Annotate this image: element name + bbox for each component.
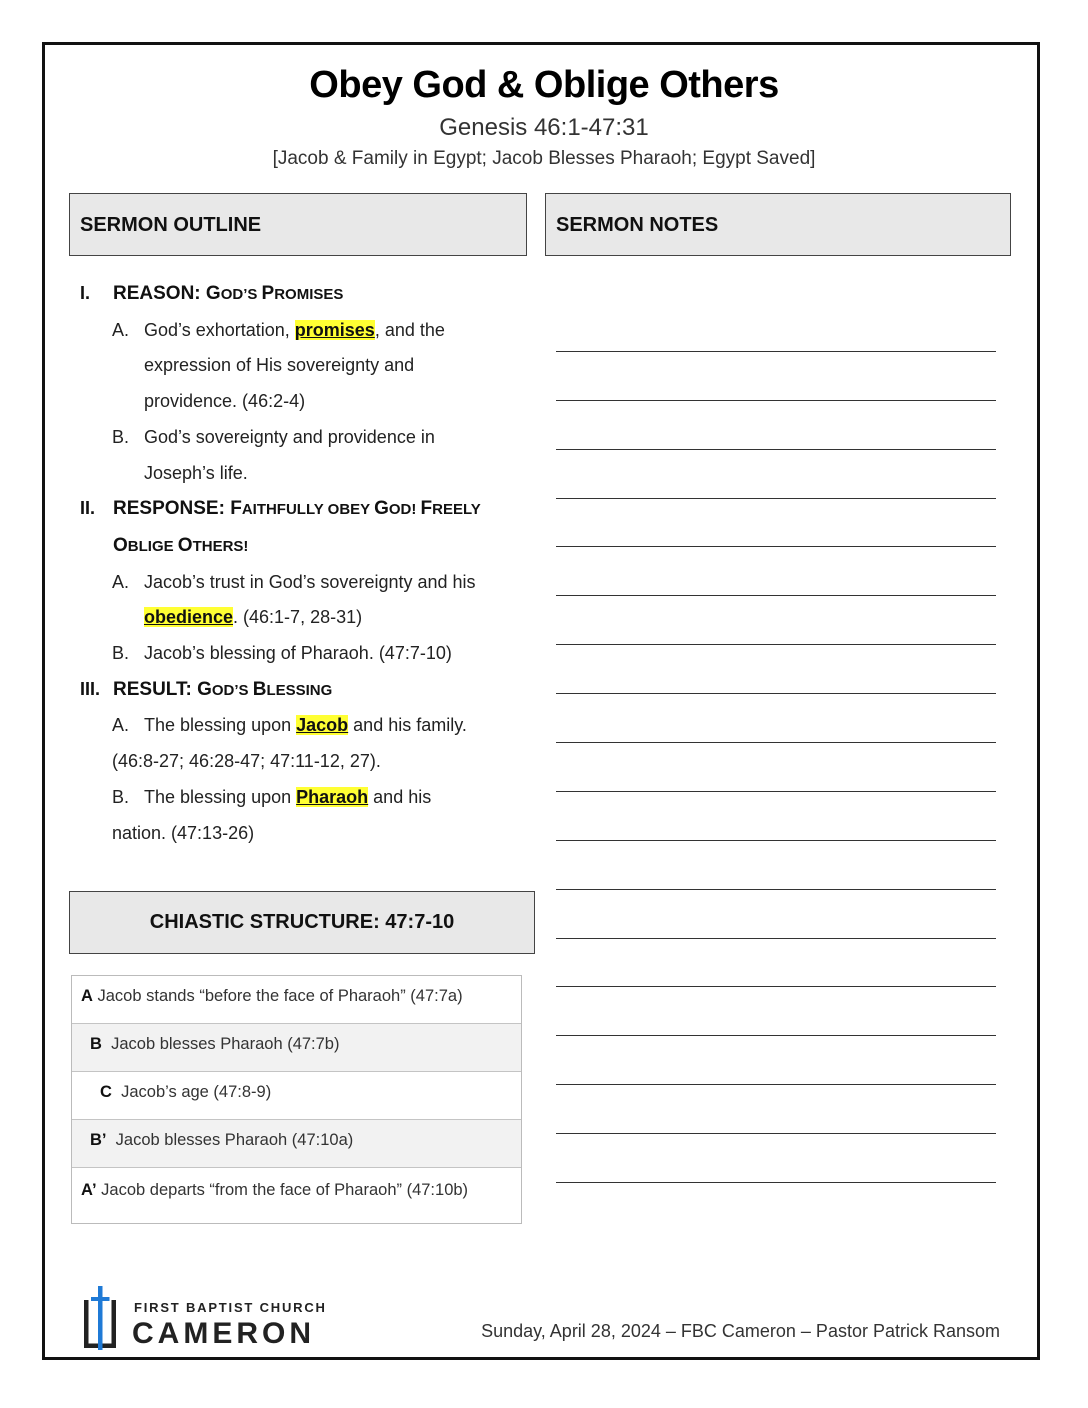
notes-line[interactable] <box>556 694 996 743</box>
notes-line[interactable] <box>556 792 996 841</box>
outline-item-2b: B. Jacob’s blessing of Pharaoh. (47:7-10) <box>112 643 452 664</box>
notes-line[interactable] <box>556 450 996 499</box>
notes-line[interactable] <box>556 939 996 988</box>
chiastic-structure-heading <box>69 891 535 954</box>
chiasm-tag: B <box>90 1035 102 1053</box>
notes-line[interactable] <box>556 890 996 939</box>
cross-icon <box>82 1286 122 1350</box>
footer-date-pastor: Sunday, April 28, 2024 – FBC Cameron – Pastor Patrick Ransom <box>481 1321 1000 1341</box>
outline-item-2a: A. Jacob’s trust in God’s sovereignty and his obedience. (46:1-7, 28-31) <box>112 571 476 628</box>
highlighted-word: Jacob <box>296 715 349 736</box>
outline-item-3a: A. The blessing upon Jacob and his family. (46:8-27; 46:28-47; 47:11-12, 27). <box>112 715 467 772</box>
chiasm-row: C Jacob’s age (47:8-9) <box>72 1072 521 1120</box>
outline-item-1b: B. God’s sovereignty and providence in Joseph’s life. <box>112 426 435 483</box>
chiasm-row: A Jacob stands “before the face of Pharaoh” (47:7a) <box>72 976 521 1024</box>
chiasm-row: A’ Jacob departs “from the face of Pharaoh” (47:10b) <box>81 1181 469 1199</box>
notes-line[interactable] <box>556 1085 996 1134</box>
logo-line-2: CAMERON <box>132 1317 315 1350</box>
chiastic-structure-table <box>71 975 522 1224</box>
notes-line[interactable] <box>556 401 996 450</box>
church-logo <box>82 1286 362 1350</box>
sermon-outline <box>80 276 530 851</box>
section-number: II. <box>80 498 96 519</box>
logo-line-1: FIRST BAPTIST CHURCH <box>134 1300 327 1315</box>
chiastic-structure-heading-text: CHIASTIC STRUCTURE: 47:7-10 <box>149 911 455 933</box>
notes-line[interactable] <box>556 1036 996 1085</box>
outline-section-3: III. RESULT: GOD’S BLESSING <box>80 672 530 709</box>
outline-section-1: I. REASON: GOD’S PROMISES <box>80 276 530 313</box>
sermon-outline-heading-text: SERMON OUTLINE <box>80 214 262 236</box>
sermon-notes-heading <box>545 193 1011 256</box>
section-number: I. <box>80 283 91 303</box>
chiasm-row: B’ Jacob blesses Pharaoh (47:10a) <box>72 1120 521 1168</box>
passage-summary: [Jacob & Family in Egypt; Jacob Blesses Pharaoh; Egypt Saved] <box>272 148 816 169</box>
chiasm-tag: C <box>100 1083 112 1101</box>
notes-line[interactable] <box>556 547 996 596</box>
highlighted-word: promises <box>294 319 375 340</box>
sermon-outline-heading <box>69 193 527 256</box>
notes-line[interactable] <box>556 841 996 890</box>
notes-line[interactable] <box>556 987 996 1036</box>
notes-line[interactable] <box>556 1134 996 1183</box>
sermon-notes-lines <box>556 303 996 1183</box>
notes-line[interactable] <box>556 499 996 548</box>
outline-item-3b: B. The blessing upon Pharaoh and his nation. (47:13-26) <box>112 786 432 843</box>
notes-line[interactable] <box>556 352 996 401</box>
highlighted-word: obedience <box>144 607 234 628</box>
scripture-reference: Genesis 46:1-47:31 <box>439 114 649 141</box>
notes-line[interactable] <box>556 743 996 792</box>
chiasm-row: B Jacob blesses Pharaoh (47:7b) <box>72 1024 521 1072</box>
chiasm-tag: B’ <box>90 1131 107 1149</box>
notes-line[interactable] <box>556 596 996 645</box>
sermon-notes-heading-text: SERMON NOTES <box>556 214 719 236</box>
highlighted-word: Pharaoh <box>296 786 369 807</box>
page-title: Obey God & Oblige Others <box>309 64 779 106</box>
outline-section-2: II. RESPONSE: FAITHFULLY OBEY GOD! FREELY OBLIGE OTHERS! <box>80 491 530 564</box>
chiasm-tag: A <box>81 987 93 1005</box>
notes-line[interactable] <box>556 645 996 694</box>
section-number: III. <box>80 678 101 699</box>
outline-item-1a: A. God’s exhortation, promises, and the expression of His sovereignty and providence. (46:2-4) <box>112 319 445 412</box>
chiasm-tag: A’ <box>81 1181 97 1199</box>
notes-line[interactable] <box>556 303 996 352</box>
